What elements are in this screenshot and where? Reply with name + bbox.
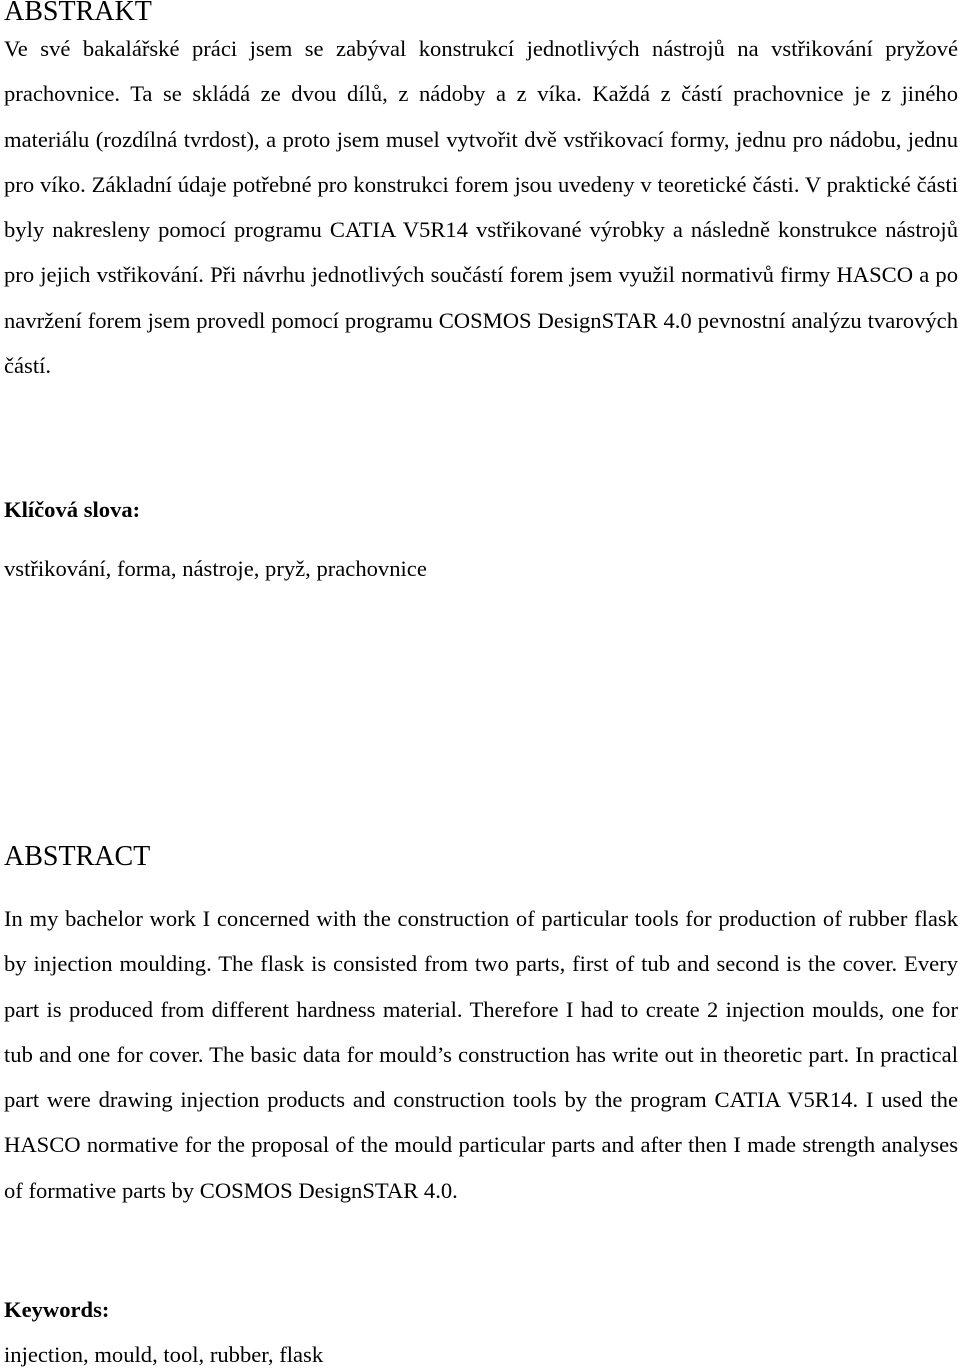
english-abstract-body: In my bachelor work I concerned with the construction of particular tools for production of rubber flask by injection moulding. The flask is consisted from two parts, first of tub and second is the cover. Every part is produced from different hardness material. Therefore I had to create 2 injection moulds, one for tub and one for cover. The basic data for mould’s construction has write out in theoretic part. In practical part were drawing injection products and construction tools by the program CATIA V5R14. I used the HASCO normative for the proposal of the mould particular parts and after then I made strength analyses of formative parts by COSMOS DesignSTAR 4.0. xyxy=(4,906,958,1203)
czech-abstract-heading: ABSTRAKT xyxy=(4,0,152,27)
czech-abstract-body: Ve své bakalářské práci jsem se zabýval konstrukcí jednotlivých nástrojů na vstřikování pryžové prachovnice. Ta se skládá ze dvou dílů, z nádoby a z víka. Každá z částí prachovnice je z jiného materiálu (rozdílná tvrdost), a proto jsem musel vytvořit dvě vstřikovací formy, jednu pro nádobu, jednu pro víko. Základní údaje potřebné pro konstrukci forem jsou uvedeny v teoretické části. V praktické části byly nakresleny pomocí programu CATIA V5R14 vstřikované výrobky a následně konstrukce nástrojů pro jejich vstřikování. Při návrhu jednotlivých součástí forem jsem využil normativů firmy HASCO a po navržení forem jsem provedl pomocí programu COSMOS DesignSTAR 4.0 pevnostní analýzu tvarových částí. xyxy=(4,36,958,379)
english-abstract-heading: ABSTRACT xyxy=(4,841,151,872)
english-keywords-label: Keywords: xyxy=(4,1297,110,1322)
czech-keywords: vstřikování, forma, nástroje, pryž, prachovnice xyxy=(4,556,427,581)
english-keywords: injection, mould, tool, rubber, flask xyxy=(4,1342,324,1367)
czech-keywords-label: Klíčová slova: xyxy=(4,497,141,522)
